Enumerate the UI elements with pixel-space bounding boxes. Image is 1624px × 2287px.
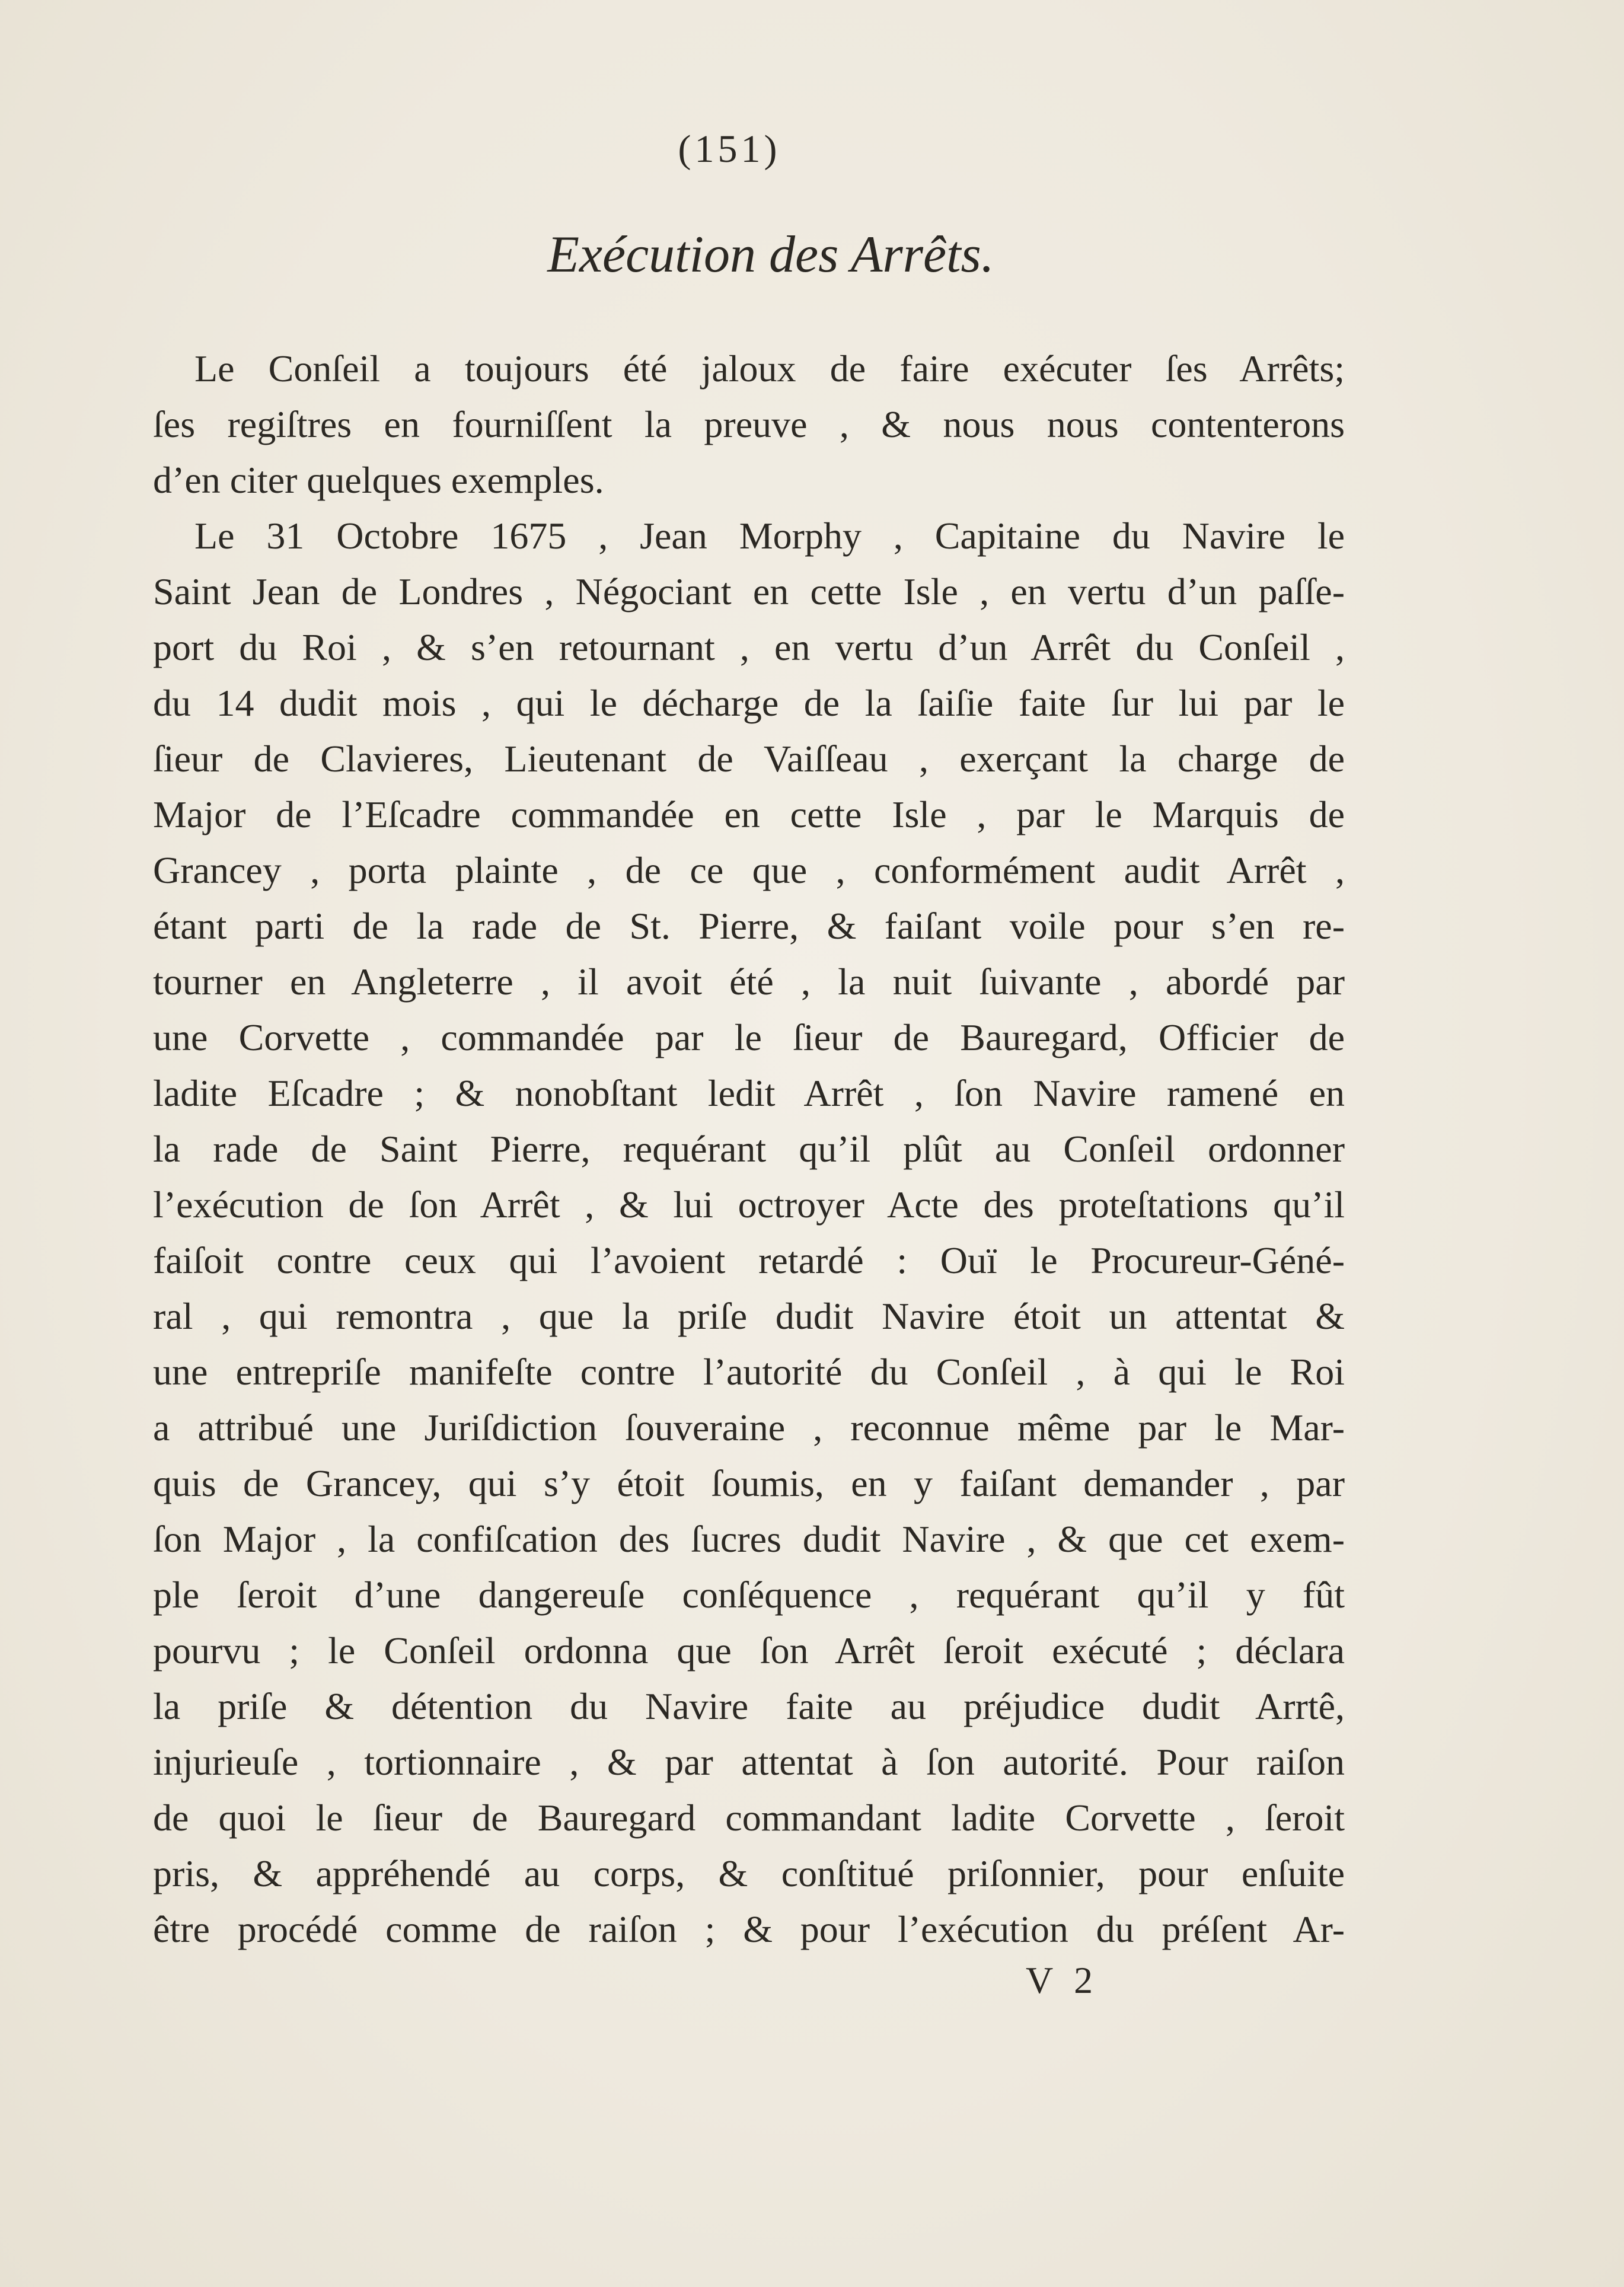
- text-line: ple ſeroit d’une dangereuſe conſéquence , requérant qu’il y fût: [153, 1574, 1345, 1616]
- text-line: la rade de Saint Pierre, requérant qu’il plût au Conſeil ordonner: [153, 1128, 1345, 1170]
- text-line: être procédé comme de raiſon ; & pour l’exécution du préſent Ar-: [153, 1908, 1345, 1950]
- text-line: tourner en Angleterre , il avoit été , la nuit ſuivante , abordé par: [153, 961, 1345, 1003]
- text-line: l’exécution de ſon Arrêt , & lui octroyer Acte des proteſtations qu’il: [153, 1184, 1345, 1226]
- text-line: a attribué une Juriſdiction ſouveraine , reconnue même par le Mar-: [153, 1406, 1345, 1449]
- body-text: [153, 341, 1345, 1957]
- text-line: Le 31 Octobre 1675 , Jean Morphy , Capitaine du Navire le: [194, 515, 1345, 557]
- text-line: injurieuſe , tortionnaire , & par attentat à ſon autorité. Pour raiſon: [153, 1741, 1345, 1783]
- text-line: du 14 dudit mois , qui le décharge de la ſaiſie faite ſur lui par le: [153, 682, 1345, 724]
- text-line: Major de l’Eſcadre commandée en cette Isle , par le Marquis de: [153, 793, 1345, 835]
- text-line: ſes regiſtres en fourniſſent la preuve , & nous nous contenterons: [153, 403, 1345, 445]
- page-number: (151): [678, 127, 781, 171]
- text-line: Grancey , porta plainte , de ce que , conformément audit Arrêt ,: [153, 849, 1345, 891]
- signature-mark: V 2: [1026, 1959, 1099, 2001]
- section-heading: Exécution des Arrêts.: [547, 226, 994, 283]
- text-line: d’en citer quelques exemples.: [153, 459, 604, 501]
- text-line: Saint Jean de Londres , Négociant en cette Isle , en vertu d’un paſſe-: [153, 570, 1345, 613]
- text-line: pris, & appréhendé au corps, & conſtitué priſonnier, pour enſuite: [153, 1852, 1345, 1894]
- text-line: port du Roi , & s’en retournant , en vertu d’un Arrêt du Conſeil ,: [153, 626, 1345, 668]
- text-line: pourvu ; le Conſeil ordonna que ſon Arrêt ſeroit exécuté ; déclara: [153, 1629, 1345, 1672]
- text-line: une Corvette , commandée par le ſieur de Bauregard, Officier de: [153, 1016, 1345, 1058]
- text-line: une entrepriſe manifeſte contre l’autorité du Conſeil , à qui le Roi: [153, 1351, 1345, 1393]
- text-line: Le Conſeil a toujours été jaloux de faire exécuter ſes Arrêts;: [194, 347, 1345, 390]
- text-line: quis de Grancey, qui s’y étoit ſoumis, en y faiſant demander , par: [153, 1462, 1345, 1504]
- text-line: ſon Major , la confiſcation des ſucres dudit Navire , & que cet exem-: [153, 1518, 1345, 1560]
- text-line: la priſe & détention du Navire faite au préjudice dudit Arrtê,: [153, 1685, 1345, 1727]
- text-line: ral , qui remontra , que la priſe dudit Navire étoit un attentat &: [153, 1295, 1345, 1337]
- text-line: faiſoit contre ceux qui l’avoient retardé : Ouï le Procureur-Géné-: [153, 1239, 1345, 1281]
- text-line: étant parti de la rade de St. Pierre, & faiſant voile pour s’en re-: [153, 905, 1345, 947]
- text-line: de quoi le ſieur de Bauregard commandant ladite Corvette , ſeroit: [153, 1797, 1345, 1839]
- text-line: ladite Eſcadre ; & nonobſtant ledit Arrêt , ſon Navire ramené en: [153, 1072, 1345, 1114]
- text-line: ſieur de Clavieres, Lieutenant de Vaiſſeau , exerçant la charge de: [153, 738, 1345, 780]
